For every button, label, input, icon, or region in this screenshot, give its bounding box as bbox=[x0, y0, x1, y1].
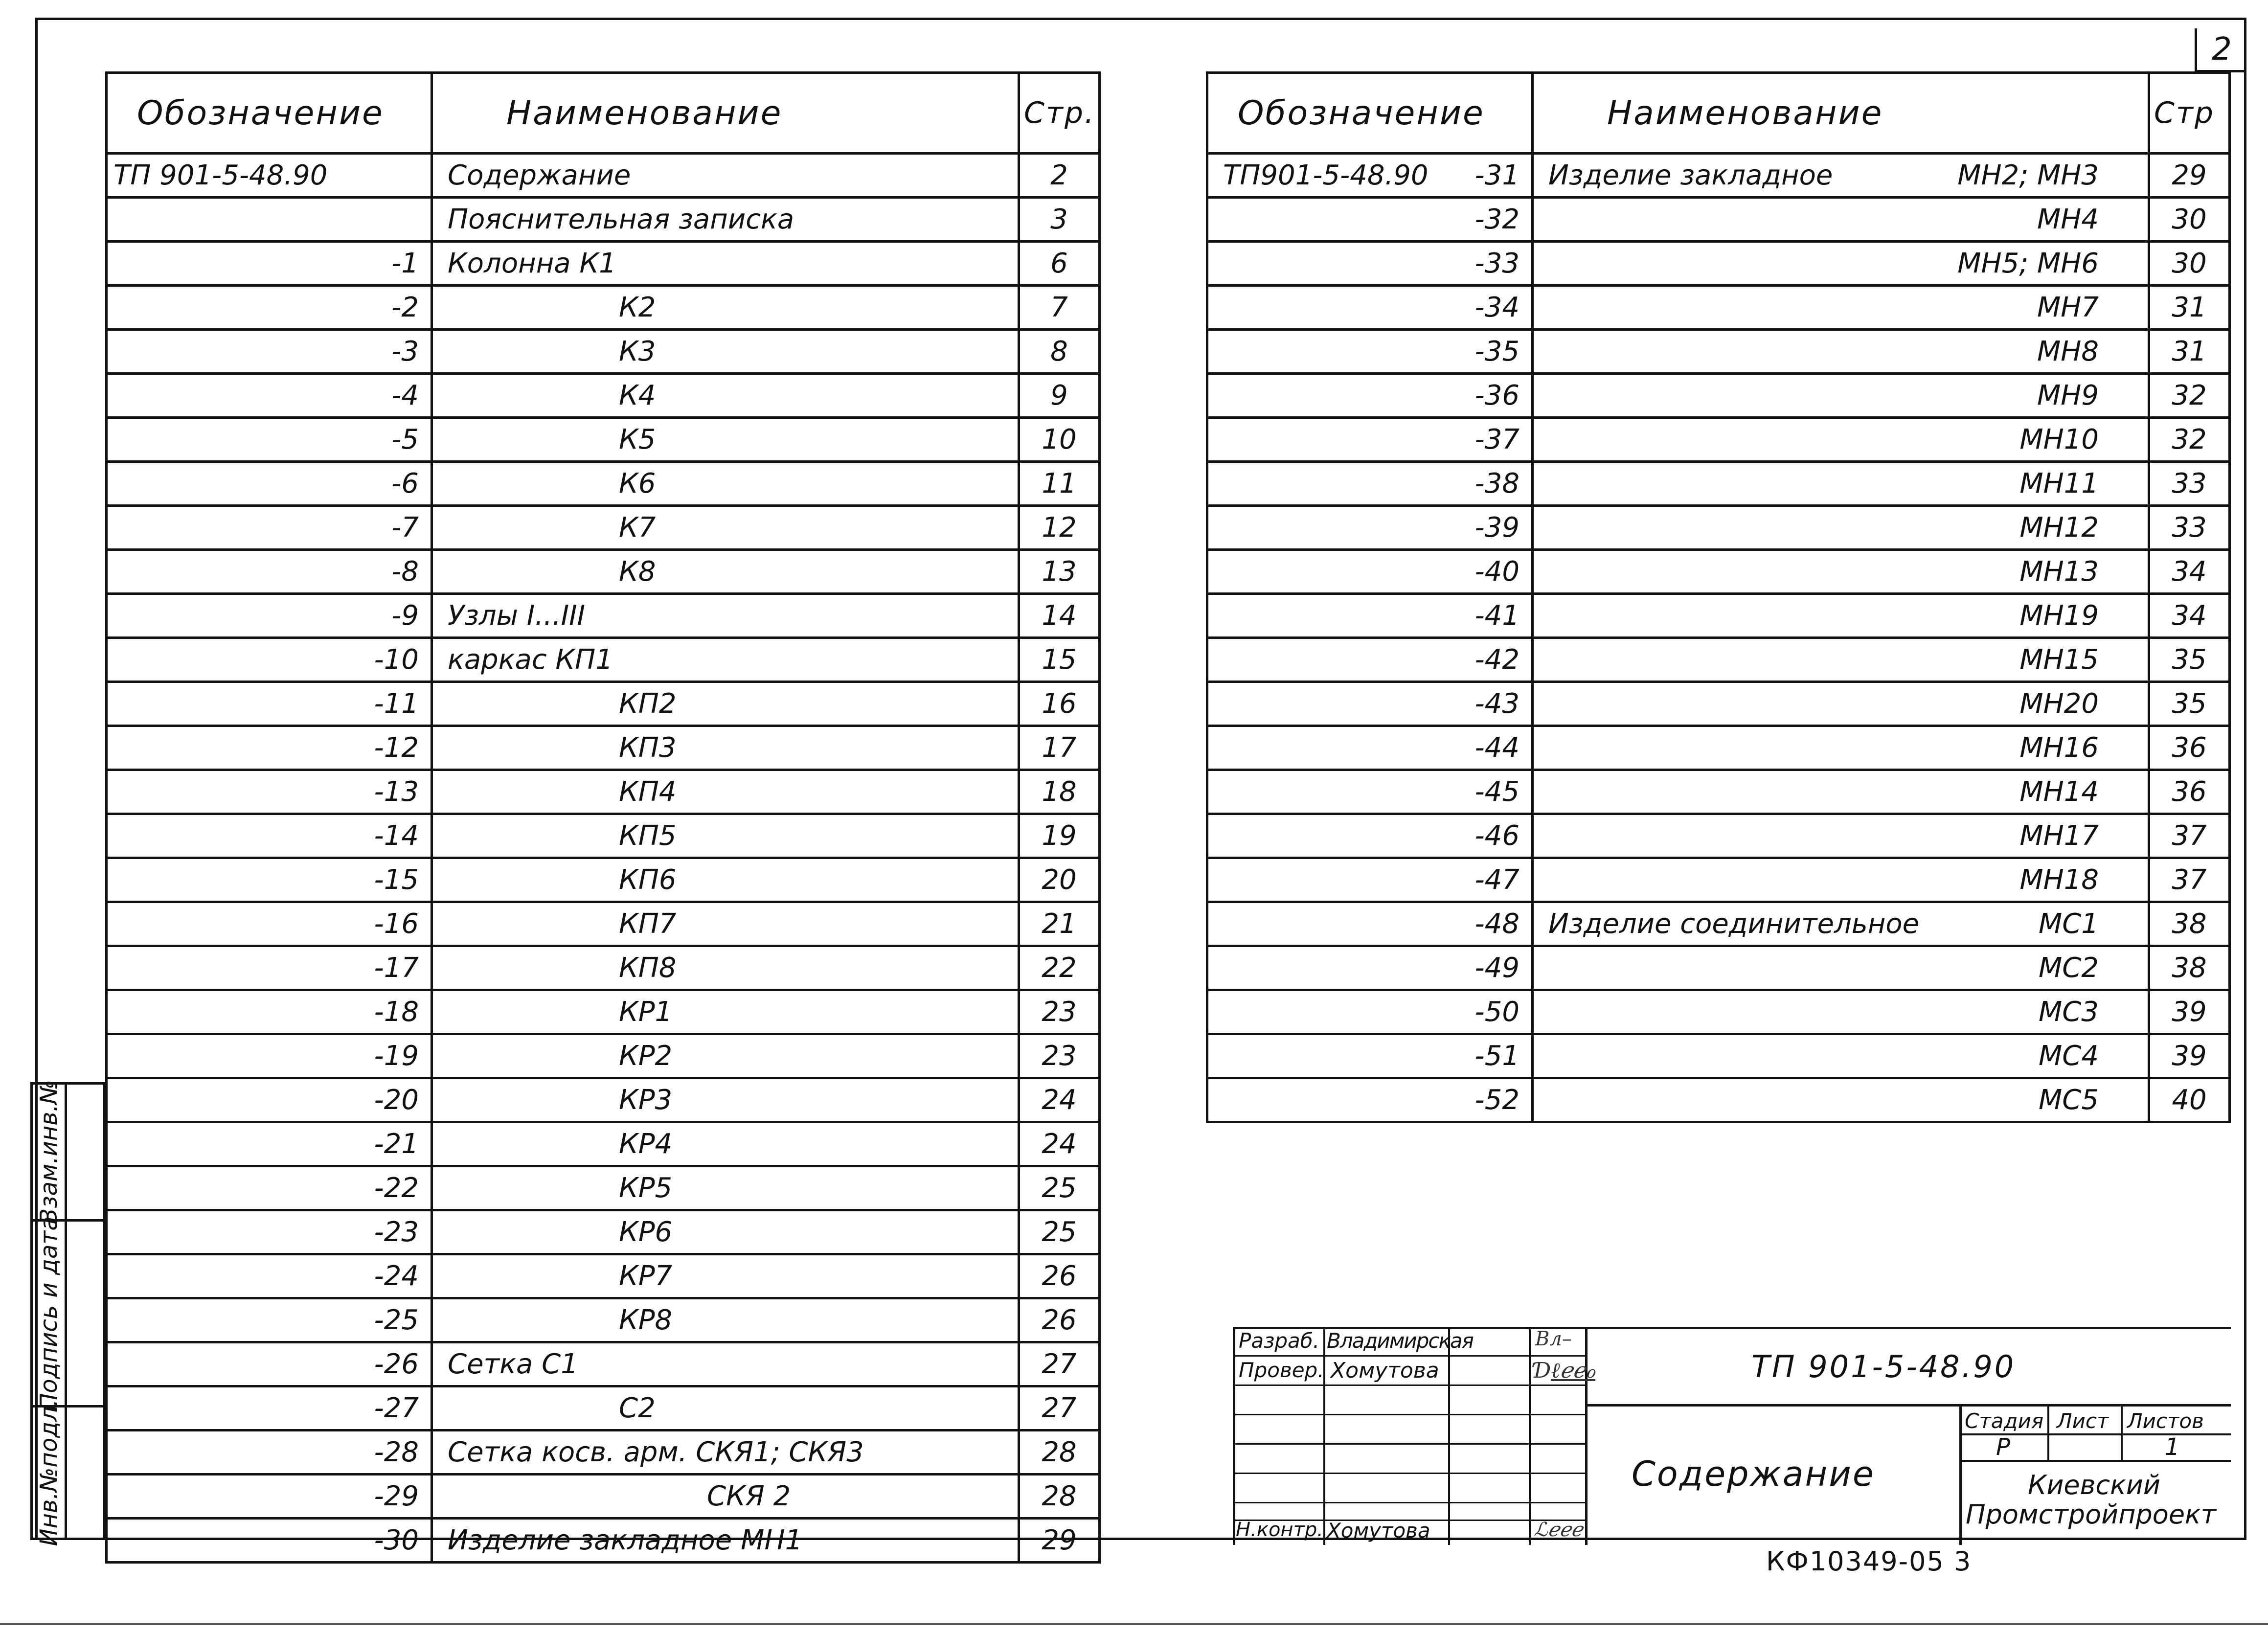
table-row bbox=[107, 330, 1100, 374]
signature-norm-control: ℒℯℯℯ bbox=[1534, 1519, 1583, 1541]
cell-name: КП5 bbox=[432, 814, 1019, 858]
table-row bbox=[1207, 418, 2230, 462]
cell-name: К3 bbox=[432, 330, 1019, 374]
cell-name bbox=[1533, 286, 2149, 330]
cell-designation: -19 bbox=[107, 1034, 432, 1078]
cell-page: 36 bbox=[2149, 770, 2230, 814]
cell-designation: -36 bbox=[1207, 374, 1533, 418]
cell-designation: -32 bbox=[1207, 198, 1533, 242]
cell-name bbox=[1533, 814, 2149, 858]
table-row bbox=[107, 1254, 1100, 1298]
cell-page: 26 bbox=[1019, 1298, 1100, 1342]
sheet-label: Лист bbox=[2057, 1409, 2109, 1433]
cell-name: К5 bbox=[432, 418, 1019, 462]
cell-designation: -48 bbox=[1207, 902, 1533, 946]
cell-designation: -27 bbox=[107, 1386, 432, 1430]
cell-page: 10 bbox=[1019, 418, 1100, 462]
cell-page: 15 bbox=[1019, 638, 1100, 682]
cell-page: 7 bbox=[1019, 286, 1100, 330]
cell-name bbox=[1533, 330, 2149, 374]
cell-designation: -2 bbox=[107, 286, 432, 330]
table-row bbox=[1207, 814, 2230, 858]
cell-designation: -24 bbox=[107, 1254, 432, 1298]
cell-designation: -45 bbox=[1207, 770, 1533, 814]
cell-designation: -50 bbox=[1207, 990, 1533, 1034]
cell-name: К8 bbox=[432, 550, 1019, 594]
name-code: МН20 bbox=[2019, 687, 2099, 720]
cell-name bbox=[1533, 946, 2149, 990]
cell-name bbox=[1533, 418, 2149, 462]
name-checker: Хомутова bbox=[1331, 1358, 1439, 1383]
cell-designation: -8 bbox=[107, 550, 432, 594]
cell-designation: -25 bbox=[107, 1298, 432, 1342]
cell-name bbox=[1533, 638, 2149, 682]
header-page: Стр bbox=[2149, 73, 2230, 154]
table-row bbox=[1207, 858, 2230, 902]
cell-page: 39 bbox=[2149, 1034, 2230, 1078]
table-row bbox=[107, 1210, 1100, 1254]
table-row bbox=[107, 1078, 1100, 1122]
table-row bbox=[107, 946, 1100, 990]
cell-designation: -4 bbox=[107, 374, 432, 418]
cell-page: 21 bbox=[1019, 902, 1100, 946]
cell-name: КР3 bbox=[432, 1078, 1019, 1122]
table-row bbox=[1207, 990, 2230, 1034]
cell-page: 34 bbox=[2149, 550, 2230, 594]
stage-value: Р bbox=[1996, 1433, 2010, 1461]
cell-page: 28 bbox=[1019, 1475, 1100, 1519]
table-header-row bbox=[1207, 73, 2230, 154]
table-row bbox=[107, 1298, 1100, 1342]
cell-designation: -26 bbox=[107, 1342, 432, 1386]
name-code: МН19 bbox=[2019, 599, 2099, 632]
cell-name: Колонна К1 bbox=[432, 242, 1019, 286]
cell-name: К7 bbox=[432, 506, 1019, 550]
title-block bbox=[1233, 1327, 2231, 1545]
cell-name bbox=[1533, 1078, 2149, 1122]
cell-page: 22 bbox=[1019, 946, 1100, 990]
name-code: МН2; МН3 bbox=[1957, 159, 2099, 191]
cell-name bbox=[1533, 902, 2149, 946]
cell-designation: -16 bbox=[107, 902, 432, 946]
table-row bbox=[107, 506, 1100, 550]
name-prefix: Изделие закладное bbox=[1548, 159, 1833, 191]
cell-designation: -6 bbox=[107, 462, 432, 506]
cell-name bbox=[1533, 374, 2149, 418]
name-code: МН7 bbox=[2037, 291, 2099, 323]
cell-designation bbox=[107, 198, 432, 242]
cell-page: 24 bbox=[1019, 1078, 1100, 1122]
cell-page: 33 bbox=[2149, 462, 2230, 506]
table-row bbox=[107, 726, 1100, 770]
table-row bbox=[107, 1475, 1100, 1519]
cell-designation: -21 bbox=[107, 1122, 432, 1166]
table-row bbox=[1207, 1078, 2230, 1122]
strip-label-signature: Подпись и дата bbox=[35, 1216, 63, 1411]
cell-designation: -28 bbox=[107, 1430, 432, 1475]
table-row bbox=[107, 902, 1100, 946]
name-code: МН16 bbox=[2019, 731, 2099, 764]
table-row bbox=[1207, 902, 2230, 946]
cell-name bbox=[1533, 770, 2149, 814]
cell-designation: -15 bbox=[107, 858, 432, 902]
name-code: МС4 bbox=[2038, 1040, 2099, 1072]
cell-page: 14 bbox=[1019, 594, 1100, 638]
cell-page: 16 bbox=[1019, 682, 1100, 726]
name-code: МН9 bbox=[2037, 379, 2099, 411]
name-code: МН8 bbox=[2037, 335, 2099, 367]
table-row bbox=[107, 242, 1100, 286]
table-row bbox=[1207, 154, 2230, 198]
designation-prefix: ТП901-5-48.90 bbox=[1223, 159, 1429, 191]
table-row bbox=[1207, 330, 2230, 374]
header-designation: Обозначение bbox=[1207, 73, 1533, 154]
cell-page: 25 bbox=[1019, 1210, 1100, 1254]
cell-designation: -46 bbox=[1207, 814, 1533, 858]
cell-page: 9 bbox=[1019, 374, 1100, 418]
sheet-number: 2 bbox=[2195, 28, 2246, 72]
cell-designation: -14 bbox=[107, 814, 432, 858]
cell-page: 12 bbox=[1019, 506, 1100, 550]
cell-name: К4 bbox=[432, 374, 1019, 418]
side-strip-replacement bbox=[30, 1079, 106, 1225]
table-row bbox=[1207, 286, 2230, 330]
cell-name bbox=[1533, 990, 2149, 1034]
cell-name: КР1 bbox=[432, 990, 1019, 1034]
name-code: МС3 bbox=[2038, 996, 2099, 1028]
cell-name: К6 bbox=[432, 462, 1019, 506]
table-row bbox=[107, 1430, 1100, 1475]
side-strip-signature bbox=[30, 1216, 106, 1411]
cell-name: КР8 bbox=[432, 1298, 1019, 1342]
side-strip-inventory bbox=[30, 1399, 106, 1546]
table-row bbox=[107, 594, 1100, 638]
table-row bbox=[1207, 462, 2230, 506]
table-row bbox=[107, 462, 1100, 506]
name-code: МН15 bbox=[2019, 643, 2099, 676]
cell-page: 24 bbox=[1019, 1122, 1100, 1166]
doc-code: ТП 901-5-48.90 bbox=[1751, 1349, 2016, 1384]
name-code: МН4 bbox=[2037, 203, 2099, 235]
name-code: МН17 bbox=[2019, 819, 2099, 852]
cell-name: каркас КП1 bbox=[432, 638, 1019, 682]
strip-label-inventory: Инв.№подл. bbox=[35, 1399, 63, 1546]
header-name: Наименование bbox=[432, 73, 1019, 154]
cell-designation: -44 bbox=[1207, 726, 1533, 770]
name-prefix: Изделие соединительное bbox=[1548, 908, 1920, 940]
cell-name bbox=[1533, 726, 2149, 770]
cell-designation: -34 bbox=[1207, 286, 1533, 330]
cell-name: СКЯ 2 bbox=[432, 1475, 1019, 1519]
cell-name: КР7 bbox=[432, 1254, 1019, 1298]
cell-page: 35 bbox=[2149, 638, 2230, 682]
table-row bbox=[107, 374, 1100, 418]
cell-designation: -51 bbox=[1207, 1034, 1533, 1078]
cell-designation: -10 bbox=[107, 638, 432, 682]
cell-name: КР2 bbox=[432, 1034, 1019, 1078]
cell-name: Сетка С1 bbox=[432, 1342, 1019, 1386]
cell-name bbox=[1533, 1034, 2149, 1078]
cell-name: КП4 bbox=[432, 770, 1019, 814]
cell-name: К2 bbox=[432, 286, 1019, 330]
cell-designation: -22 bbox=[107, 1166, 432, 1210]
cell-name: Пояснительная записка bbox=[432, 198, 1019, 242]
cell-page: 36 bbox=[2149, 726, 2230, 770]
name-code: МН18 bbox=[2019, 863, 2099, 896]
cell-page: 18 bbox=[1019, 770, 1100, 814]
cell-name bbox=[1533, 242, 2149, 286]
cell-name bbox=[1533, 550, 2149, 594]
table-row bbox=[107, 858, 1100, 902]
cell-name: КР5 bbox=[432, 1166, 1019, 1210]
sheets-label: Листов bbox=[2127, 1409, 2204, 1433]
cell-page: 34 bbox=[2149, 594, 2230, 638]
table-row bbox=[1207, 242, 2230, 286]
table-row bbox=[107, 1122, 1100, 1166]
cell-page: 37 bbox=[2149, 858, 2230, 902]
cell-page: 13 bbox=[1019, 550, 1100, 594]
cell-name bbox=[1533, 462, 2149, 506]
cell-designation: -38 bbox=[1207, 462, 1533, 506]
cell-page: 6 bbox=[1019, 242, 1100, 286]
cell-page: 35 bbox=[2149, 682, 2230, 726]
table-row bbox=[107, 1342, 1100, 1386]
cell-page: 26 bbox=[1019, 1254, 1100, 1298]
cell-page: 32 bbox=[2149, 374, 2230, 418]
cell-name bbox=[1533, 858, 2149, 902]
table-row bbox=[107, 1034, 1100, 1078]
cell-name: Узлы I...III bbox=[432, 594, 1019, 638]
table-row bbox=[1207, 770, 2230, 814]
cell-name bbox=[1533, 682, 2149, 726]
table-row bbox=[1207, 726, 2230, 770]
cell-name: С2 bbox=[432, 1386, 1019, 1430]
cell-designation: -52 bbox=[1207, 1078, 1533, 1122]
cell-name: Сетка косв. арм. СКЯ1; СКЯ3 bbox=[432, 1430, 1019, 1475]
table-row bbox=[1207, 506, 2230, 550]
cell-designation: -30 bbox=[107, 1519, 432, 1563]
cell-name: КР6 bbox=[432, 1210, 1019, 1254]
cell-page: 23 bbox=[1019, 990, 1100, 1034]
cell-page: 37 bbox=[2149, 814, 2230, 858]
name-code: МН5; МН6 bbox=[1957, 247, 2099, 279]
strip-label-replacement: Взам.инв.№ bbox=[35, 1079, 63, 1225]
cell-designation: -12 bbox=[107, 726, 432, 770]
cell-designation: -43 bbox=[1207, 682, 1533, 726]
table-row bbox=[1207, 198, 2230, 242]
name-code: МН14 bbox=[2019, 775, 2099, 808]
cell-page: 32 bbox=[2149, 418, 2230, 462]
org-line-1: Киевский bbox=[2028, 1470, 2160, 1500]
cell-page: 29 bbox=[2149, 154, 2230, 198]
table-row bbox=[107, 990, 1100, 1034]
cell-designation: -37 bbox=[1207, 418, 1533, 462]
cell-name: КП2 bbox=[432, 682, 1019, 726]
signature-checker: Ɗℓℯℯℴ bbox=[1534, 1358, 1596, 1383]
cell-page: 23 bbox=[1019, 1034, 1100, 1078]
cell-designation: ТП 901-5-48.90 bbox=[107, 154, 432, 198]
cell-page: 2 bbox=[1019, 154, 1100, 198]
table-row bbox=[107, 154, 1100, 198]
table-row bbox=[1207, 594, 2230, 638]
cell-designation: -20 bbox=[107, 1078, 432, 1122]
cell-page: 25 bbox=[1019, 1166, 1100, 1210]
cell-page: 11 bbox=[1019, 462, 1100, 506]
cell-name: Содержание bbox=[432, 154, 1019, 198]
table-row bbox=[107, 638, 1100, 682]
cell-designation: -23 bbox=[107, 1210, 432, 1254]
cell-page: 27 bbox=[1019, 1342, 1100, 1386]
table-row bbox=[107, 770, 1100, 814]
cell-name bbox=[1533, 506, 2149, 550]
designation-suffix: -31 bbox=[1474, 159, 1520, 191]
table-row bbox=[107, 286, 1100, 330]
cell-page: 17 bbox=[1019, 726, 1100, 770]
table-row bbox=[1207, 550, 2230, 594]
table-row bbox=[107, 1519, 1100, 1563]
cell-page: 28 bbox=[1019, 1430, 1100, 1475]
cell-page: 31 bbox=[2149, 286, 2230, 330]
signature-developer: Вл– bbox=[1535, 1328, 1572, 1350]
cell-designation: -11 bbox=[107, 682, 432, 726]
cell-name: КР4 bbox=[432, 1122, 1019, 1166]
cell-designation: -47 bbox=[1207, 858, 1533, 902]
cell-page: 30 bbox=[2149, 242, 2230, 286]
cell-page: 31 bbox=[2149, 330, 2230, 374]
name-code: МС1 bbox=[2038, 908, 2099, 940]
cell-designation: -1 bbox=[107, 242, 432, 286]
cell-designation bbox=[1207, 154, 1533, 198]
name-code: МН10 bbox=[2019, 423, 2099, 455]
name-norm-control: Хомутова bbox=[1327, 1519, 1430, 1543]
cell-designation: -3 bbox=[107, 330, 432, 374]
header-page: Стр. bbox=[1019, 73, 1100, 154]
cell-designation: -33 bbox=[1207, 242, 1533, 286]
cell-designation: -9 bbox=[107, 594, 432, 638]
page-edge-line bbox=[0, 1623, 2268, 1625]
table-row bbox=[107, 682, 1100, 726]
table-header-row bbox=[107, 73, 1100, 154]
cell-designation: -13 bbox=[107, 770, 432, 814]
table-row bbox=[1207, 374, 2230, 418]
cell-page: 39 bbox=[2149, 990, 2230, 1034]
cell-page: 3 bbox=[1019, 198, 1100, 242]
cell-page: 8 bbox=[1019, 330, 1100, 374]
role-norm-control: Н.контр. bbox=[1236, 1519, 1323, 1541]
archive-code: КФ10349-05 3 bbox=[1766, 1546, 1972, 1577]
role-developer: Разраб. bbox=[1239, 1329, 1320, 1353]
table-row bbox=[107, 1166, 1100, 1210]
cell-designation: -5 bbox=[107, 418, 432, 462]
table-row bbox=[107, 418, 1100, 462]
cell-name bbox=[1533, 154, 2149, 198]
cell-page: 30 bbox=[2149, 198, 2230, 242]
cell-page: 38 bbox=[2149, 902, 2230, 946]
doc-title: Содержание bbox=[1632, 1454, 1875, 1494]
cell-name: КП6 bbox=[432, 858, 1019, 902]
name-code: МС2 bbox=[2038, 952, 2099, 984]
cell-name: Изделие закладное МН1 bbox=[432, 1519, 1019, 1563]
name-developer: Владимирская bbox=[1327, 1329, 1473, 1353]
cell-designation: -41 bbox=[1207, 594, 1533, 638]
table-row bbox=[1207, 1034, 2230, 1078]
cell-page: 27 bbox=[1019, 1386, 1100, 1430]
table-row bbox=[107, 550, 1100, 594]
cell-designation: -7 bbox=[107, 506, 432, 550]
cell-designation: -40 bbox=[1207, 550, 1533, 594]
cell-designation: -17 bbox=[107, 946, 432, 990]
cell-page: 29 bbox=[1019, 1519, 1100, 1563]
name-code: МН11 bbox=[2019, 467, 2099, 499]
cell-name bbox=[1533, 198, 2149, 242]
name-code: МС5 bbox=[2038, 1084, 2099, 1116]
cell-page: 20 bbox=[1019, 858, 1100, 902]
cell-designation: -18 bbox=[107, 990, 432, 1034]
cell-name bbox=[1533, 594, 2149, 638]
org-line-2: Промстройпроект bbox=[1966, 1499, 2217, 1530]
table-row bbox=[107, 814, 1100, 858]
cell-designation: -39 bbox=[1207, 506, 1533, 550]
role-checker: Провер. bbox=[1239, 1358, 1324, 1382]
stage-label: Стадия bbox=[1965, 1409, 2044, 1433]
header-name: Наименование bbox=[1533, 73, 2149, 154]
cell-page: 38 bbox=[2149, 946, 2230, 990]
cell-designation: -49 bbox=[1207, 946, 1533, 990]
cell-page: 40 bbox=[2149, 1078, 2230, 1122]
contents-table-left bbox=[105, 71, 1101, 1564]
cell-name: КП7 bbox=[432, 902, 1019, 946]
cell-name: КП8 bbox=[432, 946, 1019, 990]
name-code: МН13 bbox=[2019, 555, 2099, 588]
header-designation: Обозначение bbox=[107, 73, 432, 154]
cell-page: 19 bbox=[1019, 814, 1100, 858]
table-row bbox=[107, 1386, 1100, 1430]
table-row bbox=[1207, 946, 2230, 990]
table-row bbox=[1207, 682, 2230, 726]
name-code: МН12 bbox=[2019, 511, 2099, 544]
cell-name: КП3 bbox=[432, 726, 1019, 770]
cell-page: 33 bbox=[2149, 506, 2230, 550]
cell-designation: -42 bbox=[1207, 638, 1533, 682]
cell-designation: -35 bbox=[1207, 330, 1533, 374]
cell-designation: -29 bbox=[107, 1475, 432, 1519]
table-row bbox=[107, 198, 1100, 242]
sheets-value: 1 bbox=[2165, 1433, 2180, 1461]
contents-table-right bbox=[1206, 71, 2231, 1123]
table-row bbox=[1207, 638, 2230, 682]
